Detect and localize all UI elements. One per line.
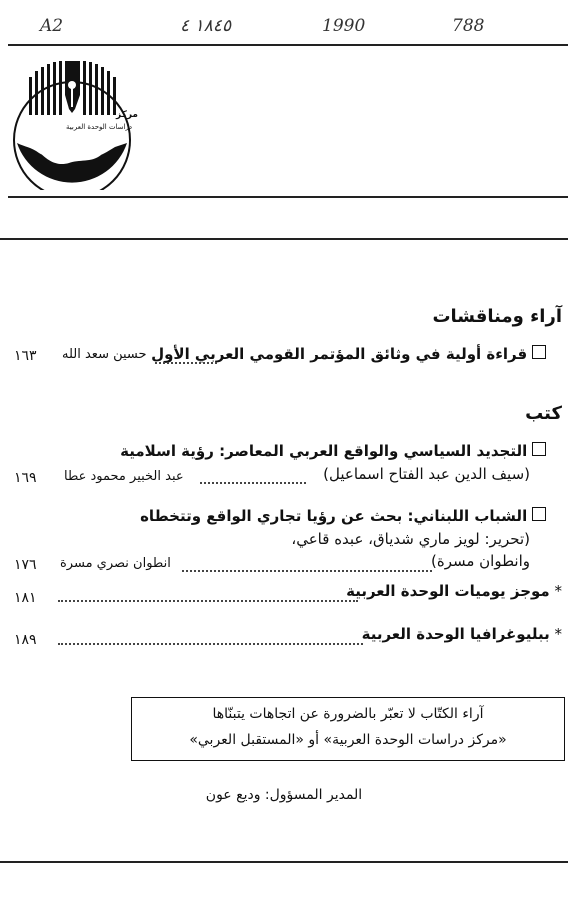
toc-entry bbox=[362, 625, 562, 643]
bullet-icon: * bbox=[554, 582, 562, 600]
checkbox-icon bbox=[532, 442, 546, 456]
entry-title: التجديد السياسي والواقع العربي المعاصر: رؤية اسلامية bbox=[120, 442, 528, 460]
top-rule bbox=[8, 44, 568, 46]
logo bbox=[5, 55, 140, 190]
dot-leader bbox=[155, 362, 217, 364]
entry-title: موجز يوميات الوحدة العربية bbox=[346, 582, 550, 600]
dot-leader bbox=[182, 570, 432, 572]
page-number: ١٦٩ bbox=[14, 470, 37, 486]
checkbox-icon bbox=[532, 345, 546, 359]
logo-title: مركز bbox=[115, 110, 138, 120]
entry-author: عبد الخبير محمود عطا bbox=[64, 469, 184, 484]
page-number: ١٨١ bbox=[14, 590, 37, 606]
page-number: ١٦٣ bbox=[14, 348, 37, 364]
dot-leader bbox=[58, 600, 358, 602]
managing-director: المدير المسؤول: وديع عون bbox=[205, 787, 363, 803]
toc-entry bbox=[151, 345, 546, 363]
entry-subtitle: (سيف الدين عبد الفتاح اسماعيل) bbox=[323, 465, 530, 483]
checkbox-icon bbox=[532, 507, 546, 521]
dot-leader bbox=[58, 643, 363, 645]
handwritten-code: A2 bbox=[40, 16, 64, 36]
section-title-opinions: آراء ومناقشات bbox=[432, 306, 562, 327]
bullet-icon: * bbox=[554, 625, 562, 643]
separator-rule-2 bbox=[0, 238, 568, 240]
entry-subtitle: (تحرير: لويز ماري شدياق، عبده قاعي، bbox=[291, 530, 530, 548]
entry-title: ببليوغرافيا الوحدة العربية bbox=[361, 625, 550, 643]
entry-author: انطوان نصري مسرة bbox=[60, 556, 171, 571]
bottom-rule bbox=[0, 861, 568, 863]
page-number: ١٧٦ bbox=[14, 557, 37, 573]
entry-title: الشباب اللبناني: بحث عن رؤيا تجاري الواقع وتتخطاه bbox=[140, 507, 528, 525]
dot-leader bbox=[200, 482, 306, 484]
disclaimer-line-2: «مركز دراسات الوحدة العربية» أو «المستقبل العربي» bbox=[189, 732, 507, 748]
disclaimer-box bbox=[131, 697, 565, 761]
toc-entry bbox=[140, 507, 546, 525]
handwritten-page: 788 bbox=[452, 16, 485, 36]
toc-entry bbox=[120, 442, 546, 460]
handwritten-year: 1990 bbox=[322, 16, 366, 36]
entry-subtitle-cont: وانطوان مسرة) bbox=[431, 552, 530, 570]
entry-author: حسين سعد الله bbox=[62, 347, 147, 362]
toc-entry bbox=[346, 582, 562, 600]
disclaimer-line-1: آراء الكتّاب لا تعبّر بالضرورة عن اتجاهات يتبنّاها bbox=[212, 706, 484, 722]
logo-subtitle: دراسات الوحدة العربية bbox=[66, 123, 132, 131]
page-number: ١٨٩ bbox=[14, 632, 37, 648]
separator-rule-1 bbox=[8, 196, 568, 198]
entry-title: قراءة أولية في وثائق المؤتمر القومي العربي الأول bbox=[151, 345, 528, 363]
section-title-books: كتب bbox=[525, 403, 562, 424]
handwritten-number: ١٨٤٥ ٤ bbox=[180, 16, 232, 36]
